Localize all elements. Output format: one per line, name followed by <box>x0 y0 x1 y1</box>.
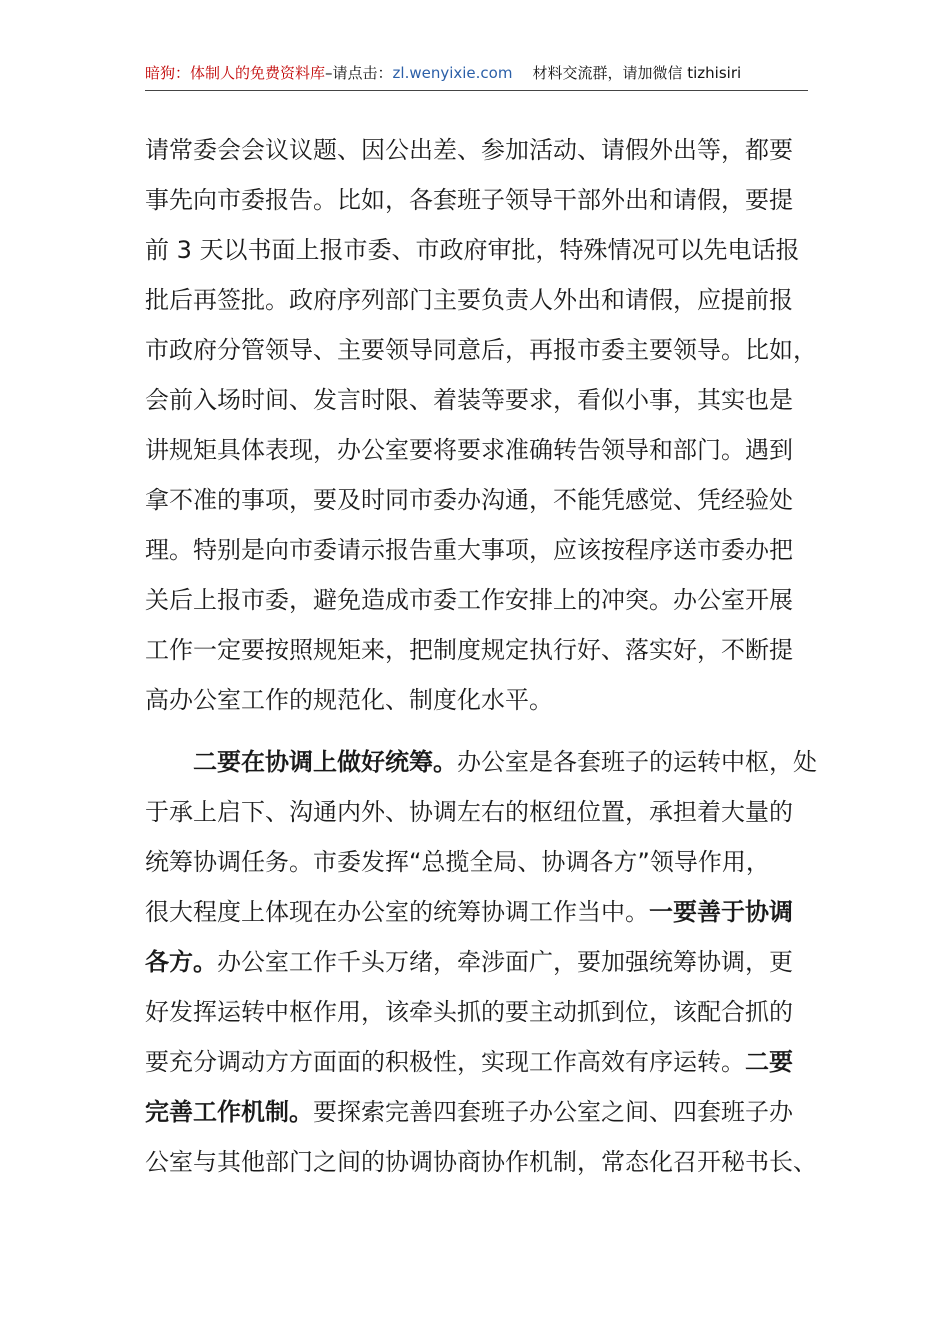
text-line: 统筹协调任务。市委发挥“总揽全局、协调各方”领导作用， <box>145 848 770 876</box>
text-line: 二要在协调上做好统筹。办公室是各套班子的运转中枢，处 <box>193 748 817 776</box>
text-line: 好发挥运转中枢作用，该牵头抓的要主动抓到位，该配合抓的 <box>145 998 793 1026</box>
text-line: 会前入场时间、发言时限、着装等要求，看似小事，其实也是 <box>145 386 793 414</box>
subpoint-heading: 一要善于协调 <box>649 898 793 926</box>
text-line: 批后再签批。政府序列部门主要负责人外出和请假，应提前报 <box>145 286 793 314</box>
text-line: 前 3 天以书面上报市委、市政府审批，特殊情况可以先电话报 <box>145 236 800 264</box>
page-header <box>145 62 808 91</box>
text-line: 各方。办公室工作千头万绪，牵涉面广，要加强统筹协调，更 <box>145 948 793 976</box>
subpoint-heading: 完善工作机制。 <box>145 1098 313 1126</box>
document-body <box>145 125 815 1187</box>
text-line: 理。特别是向市委请示报告重大事项，应该按程序送市委办把 <box>145 536 793 564</box>
header-site-name: 暗狗：体制人的免费资料库 <box>145 64 326 82</box>
header-url-link[interactable]: zl.wenyixie.com <box>392 64 513 82</box>
header-click-prompt: –请点击： <box>325 64 393 82</box>
text-line: 高办公室工作的规范化、制度化水平。 <box>145 686 553 714</box>
text-line: 关后上报市委，避免造成市委工作安排上的冲突。办公室开展 <box>145 586 793 614</box>
text-line: 市政府分管领导、主要领导同意后，再报市委主要领导。比如， <box>145 336 817 364</box>
text-line: 拿不准的事项，要及时同市委办沟通，不能凭感觉、凭经验处 <box>145 486 793 514</box>
paragraph-2 <box>145 737 815 1187</box>
text-line: 事先向市委报告。比如，各套班子领导干部外出和请假，要提 <box>145 186 793 214</box>
text-line: 请常委会会议议题、因公出差、参加活动、请假外出等，都要 <box>145 136 793 164</box>
subpoint-heading: 二要 <box>745 1048 793 1076</box>
paragraph-1 <box>145 125 815 725</box>
text-line: 要充分调动方方面面的积极性，实现工作高效有序运转。二要 <box>145 1048 793 1076</box>
subpoint-heading: 各方。 <box>145 948 217 976</box>
text-line: 讲规矩具体表现，办公室要将要求准确转告领导和部门。遇到 <box>145 436 793 464</box>
text-line: 工作一定要按照规矩来，把制度规定执行好、落实好，不断提 <box>145 636 793 664</box>
text-line: 于承上启下、沟通内外、协调左右的枢纽位置，承担着大量的 <box>145 798 793 826</box>
text-line: 很大程度上体现在办公室的统筹协调工作当中。一要善于协调 <box>145 898 793 926</box>
section-heading: 二要在协调上做好统筹。 <box>193 748 457 776</box>
header-wechat-note: 材料交流群，请加微信 tizhisiri <box>532 64 742 82</box>
text-line: 公室与其他部门之间的协调协商协作机制，常态化召开秘书长、 <box>145 1148 817 1176</box>
text-line: 完善工作机制。要探索完善四套班子办公室之间、四套班子办 <box>145 1098 793 1126</box>
